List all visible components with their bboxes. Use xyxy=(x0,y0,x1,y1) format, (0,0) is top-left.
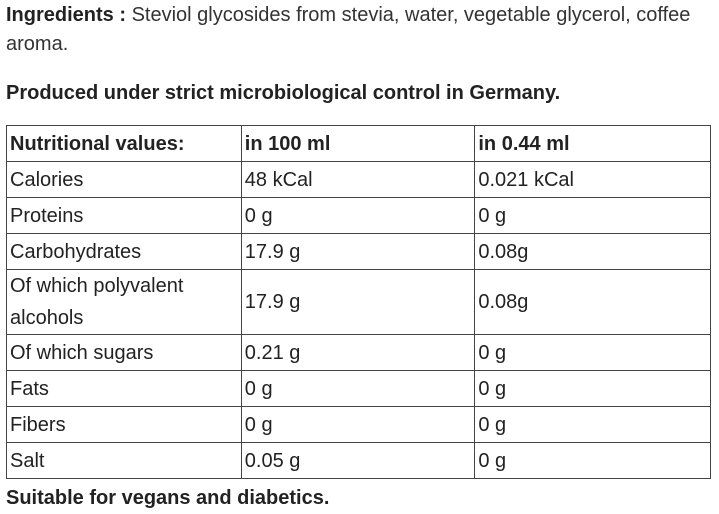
nutrient-name: Carbohydrates xyxy=(7,234,242,270)
produced-note: Produced under strict microbiological control in Germany. xyxy=(6,82,561,104)
value-per-0-44ml: 0 g xyxy=(475,371,711,407)
nutrient-name: Proteins xyxy=(7,198,242,234)
nutrient-name: Salt xyxy=(7,443,242,479)
ingredients-text: Steviol glycosides from stevia, water, vegetable glycerol, coffee aroma. xyxy=(6,4,691,55)
value-per-100ml: 0.05 g xyxy=(241,443,475,479)
value-per-0-44ml: 0.08g xyxy=(475,270,711,335)
ingredients-label: Ingredients : xyxy=(6,4,127,26)
ingredients-paragraph xyxy=(6,1,711,59)
value-per-0-44ml: 0 g xyxy=(475,443,711,479)
suitable-note: Suitable for vegans and diabetics. xyxy=(6,487,330,509)
header-per-0-44ml: in 0.44 ml xyxy=(475,126,711,162)
value-per-0-44ml: 0 g xyxy=(475,407,711,443)
table-header-row xyxy=(7,126,711,162)
value-per-0-44ml: 0 g xyxy=(475,198,711,234)
nutrient-name: Of which sugars xyxy=(7,335,242,371)
nutrient-name: Fibers xyxy=(7,407,242,443)
table-row xyxy=(7,162,711,198)
table-row xyxy=(7,371,711,407)
value-per-0-44ml: 0 g xyxy=(475,335,711,371)
table-row xyxy=(7,234,711,270)
value-per-100ml: 48 kCal xyxy=(241,162,475,198)
header-per-100ml: in 100 ml xyxy=(241,126,475,162)
nutrient-name: Fats xyxy=(7,371,242,407)
table-row xyxy=(7,270,711,335)
nutrient-name: Of which polyvalent alcohols xyxy=(7,270,242,335)
value-per-100ml: 17.9 g xyxy=(241,234,475,270)
nutrient-name: Calories xyxy=(7,162,242,198)
table-row xyxy=(7,407,711,443)
value-per-100ml: 0 g xyxy=(241,198,475,234)
value-per-0-44ml: 0.021 kCal xyxy=(475,162,711,198)
value-per-100ml: 17.9 g xyxy=(241,270,475,335)
table-row xyxy=(7,443,711,479)
value-per-100ml: 0 g xyxy=(241,407,475,443)
header-nutritional-values: Nutritional values: xyxy=(7,126,242,162)
value-per-100ml: 0 g xyxy=(241,371,475,407)
value-per-100ml: 0.21 g xyxy=(241,335,475,371)
table-row xyxy=(7,335,711,371)
table-row xyxy=(7,198,711,234)
nutrition-table xyxy=(6,125,711,479)
value-per-0-44ml: 0.08g xyxy=(475,234,711,270)
